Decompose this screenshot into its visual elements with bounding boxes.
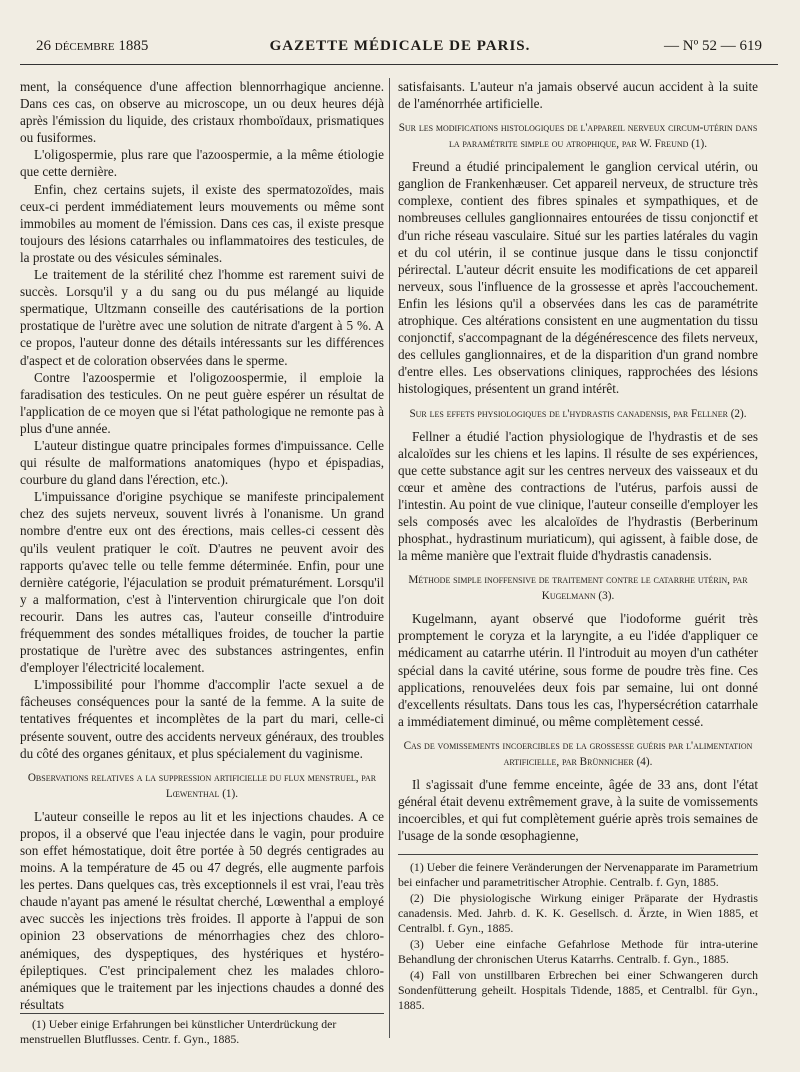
paragraph: Contre l'azoospermie et l'oligozoospermie, il emploie la faradisation des testicules. On ne peut guère espérer un résultat de l'application de ce moyen que si l'état pathologique ne remonte pas à plus d'une année. bbox=[20, 369, 384, 436]
section-heading bbox=[398, 120, 758, 152]
section-heading bbox=[398, 572, 758, 604]
paragraph: ment, la conséquence d'une affection blennorrhagique ancienne. Dans ces cas, on observe au microscope, un ou deux heures déjà après l'émission du liquide, des cristaux rhomboïdaux, prismatiques ou fusiformes. bbox=[20, 79, 384, 146]
paragraph: L'impossibilité pour l'homme d'accomplir l'acte sexuel a de fâcheuses conséquences pour la santé de la femme. A la suite de tentatives fréquentes et incomplètes de la part du mari, celle-ci présente souvent, outre des accidents nerveux généraux, des troubles du côté des organes génitaux, et plus spécialement du vaginisme. bbox=[20, 677, 384, 761]
right-column bbox=[398, 78, 758, 1014]
paragraph: Il s'agissait d'une femme enceinte, âgée de 33 ans, dont l'état général était devenu extrêmement grave, à la suite de vomissements incoercibles, et qui fut complètement guérie après trois semaines de l'usage de la sonde œsophagienne, bbox=[398, 776, 758, 844]
paragraph: satisfaisants. L'auteur n'a jamais observé aucun accident à la suite de l'aménorrhée artificielle. bbox=[398, 79, 758, 112]
paragraph: Le traitement de la stérilité chez l'homme est rarement suivi de succès. Lorsqu'il y a du sang ou du pus mélangé au liquide spermatique, Ultzmann conseille des cautérisations de la portion prostatique de l'urètre avec une solution de nitrate d'argent à 5 %. A ce propos, l'auteur donne des détails intéressants sur les différences d'aspect et de coloration observées dans le sperme. bbox=[20, 267, 384, 368]
page-header bbox=[28, 38, 772, 62]
section-heading-title: Méthode simple inoffensive de traitement contre le catarrhe utérin, par bbox=[408, 574, 748, 587]
right-footnotes bbox=[398, 854, 758, 1013]
section-heading-author: W. Freund (1). bbox=[639, 138, 708, 151]
section-heading bbox=[20, 770, 384, 802]
section-heading-author: Lœwenthal (1). bbox=[165, 787, 239, 800]
paragraph: Freund a étudié principalement le ganglion cervical utérin, ou ganglion de Frankenhæuser. Cet appareil nerveux, de structure très complexe, contient des fibres spinales et sympathiques, et de nombreuses cellules ganglionnaires entourées de tissu conjonctif et d'un riche réseau vasculaire. Situé sur les parties latérales du vagin et du col utérin, il se continue jusque dans le tissu conjonctif périrectal. L'auteur décrit ensuite les modifications de cet appareil nerveux, sous l'influence de la grossesse et après l'accouchement. Enfin les lésions qu'il a observées dans les cas de paramétrite atrophique. Ces altérations consistent en une augmentation du tissu conjonctif, s'accompagnant de la dégénérescence des filets nerveux, des cellules ganglionnaires, et de la disparition d'un grand nombre d'entre elles. Les observations cliniques, rapprochées des lésions histologiques, présentent un grand intérêt. bbox=[398, 159, 758, 397]
issue-date: 26 décembre 1885 bbox=[36, 38, 149, 54]
section-heading-title: Observations relatives a la suppression artificielle du flux menstruel, par bbox=[27, 771, 377, 784]
section-heading bbox=[398, 738, 758, 770]
footnote: (1) Ueber einige Erfahrungen bei künstlicher Unterdrückung der menstruellen Blutflusses. Centr. f. Gyn., 1885. bbox=[20, 1017, 337, 1046]
section-heading-author: Kugelmann (3). bbox=[541, 590, 615, 603]
paragraph: L'auteur distingue quatre principales formes d'impuissance. Celle qui résulte de malformations anatomiques (hypo et épispadias, courbure du gland dans l'érection, etc.). bbox=[20, 437, 384, 488]
paragraph: Enfin, chez certains sujets, il existe des spermatozoïdes, mais ceux-ci perdent immédiatement leurs mouvements ou même sont immobiles au moment de l'émission. Dans ces cas, il existe presque toujours des lésions catarrhales ou inflammatoires des testicules, de la prostate ou des vésicules séminales. bbox=[20, 181, 384, 265]
section-heading-title: Sur les effets physiologiques de l'hydrastis canadensis, par bbox=[409, 407, 689, 420]
footnote: (4) Fall von unstillbaren Erbrechen bei einer Schwangeren durch Sondenfütterung geheilt. Hospitals Tidende, 1885, et Centralbl. für Gyn., 1885. bbox=[398, 968, 758, 1013]
section-heading bbox=[398, 406, 758, 422]
paragraph: L'oligospermie, plus rare que l'azoospermie, a la même étiologie que cette dernière. bbox=[20, 147, 384, 180]
section-heading-title: Sur les modifications histologiques de l'appareil nerveux circum-utérin dans la paramétrite simple ou atrophique, par bbox=[398, 122, 758, 151]
left-column bbox=[20, 78, 384, 1013]
footnote: (3) Ueber eine einfache Gefahrlose Methode für intra-uterine Behandlung der chronischen Uterus Katarrhs. Centralb. f. Gyn., 1885. bbox=[398, 937, 758, 967]
footnote: (2) Die physiologische Wirkung einiger Präparate der Hydrastis canadensis. Med. Jahrb. d. K. K. Gesellsch. d. Ärzte, in Wien 1885, et Centralbl. f. Gyn., 1885. bbox=[398, 891, 758, 936]
paragraph: L'impuissance d'origine psychique se manifeste principalement chez des sujets nerveux, souvent livrés à l'onanisme. Un grand nombre d'entre eux ont des érections, mais celles-ci cessent dès qu'ils veulent pratiquer le coït. D'autres ne peuvent avoir des rapports qu'avec telle ou telle femme déterminée. Enfin, pour une dernière catégorie, l'éjaculation se produit prématurément. Lorsqu'il y a malformation, c'est à l'intervention chirurgicale que l'on doit recourir. Dans les autres cas, l'auteur conseille d'introduire fréquemment des sondes métalliques froides, de toucher la partie prostatique de l'urètre avec des substances astringentes, enfin d'employer l'électricité localement. bbox=[20, 489, 384, 676]
section-heading-author: Fellner (2). bbox=[691, 407, 747, 420]
header-rule bbox=[20, 64, 778, 65]
issue-and-page-number: — Nº 52 — 619 bbox=[664, 38, 762, 54]
section-heading-title: Cas de vomissements incoercibles de la grossesse guéris par l'alimentation artificielle, par bbox=[403, 739, 753, 768]
paragraph: L'auteur conseille le repos au lit et les injections chaudes. A ce propos, il a observé que l'eau injectée dans le vagin, pour produire son effet hémostatique, doit être portée à 50 degrés centigrades au moins. A la température de 45 ou 47 degrés, elle augmente parfois les pertes. Dans quelques cas, très exceptionnels il est vrai, l'eau très chaude n'ayant pas amené le résultat cherché, Lœwenthal a employé avec succès les injections très froides. Il apporte à l'appui de son opinion 23 observations de ménorrhagies chez des chloro-anémiques, des dyspeptiques, des hystériques et hystéro-épileptiques. C'est principalement chez les malades chloro-anémiques que le traitement par les injections chaudes a donné des résultats bbox=[20, 808, 384, 1012]
journal-title: GAZETTE MÉDICALE DE PARIS. bbox=[269, 38, 531, 54]
section-heading-author: Brünnicher (4). bbox=[579, 755, 653, 768]
paragraph: Fellner a étudié l'action physiologique de l'hydrastis et de ses alcaloïdes sur les chiens et les lapins. Il résulte de ses expériences, que cette substance agit sur les centres nerveux des vaisseaux et du cœur et amène des contractions de l'utérus, parfois aussi de l'intestin. Au point de vue clinique, l'auteur conseille d'employer les sels composés avec les alcaloïdes de l'hydrastis (Berberinum phosphat., hydrastinum muriaticum), qui agissent, à faible dose, de la même manière que l'extrait fluide d'hydrastis canadensis. bbox=[398, 428, 758, 564]
left-footnotes bbox=[20, 1013, 384, 1047]
column-divider bbox=[389, 78, 390, 1038]
footnote: (1) Ueber die feinere Veränderungen der Nervenapparate im Parametrium bei einfacher und parametritischer Atrophie. Centralb. f. Gyn, 1885. bbox=[398, 860, 758, 890]
paragraph: Kugelmann, ayant observé que l'iodoforme guérit très promptement le coryza et la laryngite, a eu l'idée d'appliquer ce médicament au catarrhe utérin. Il l'introduit au moyen d'un cathéter spécial dans la cavité utérine, sous forme de poudre très fine. Ces applications, renouvelées deux fois par semaine, lui ont donné d'excellents résultats. Dans tous les cas, l'hypersécrétion catarrhale a immédiatement diminué, ou même complètement cessé. bbox=[398, 611, 758, 729]
